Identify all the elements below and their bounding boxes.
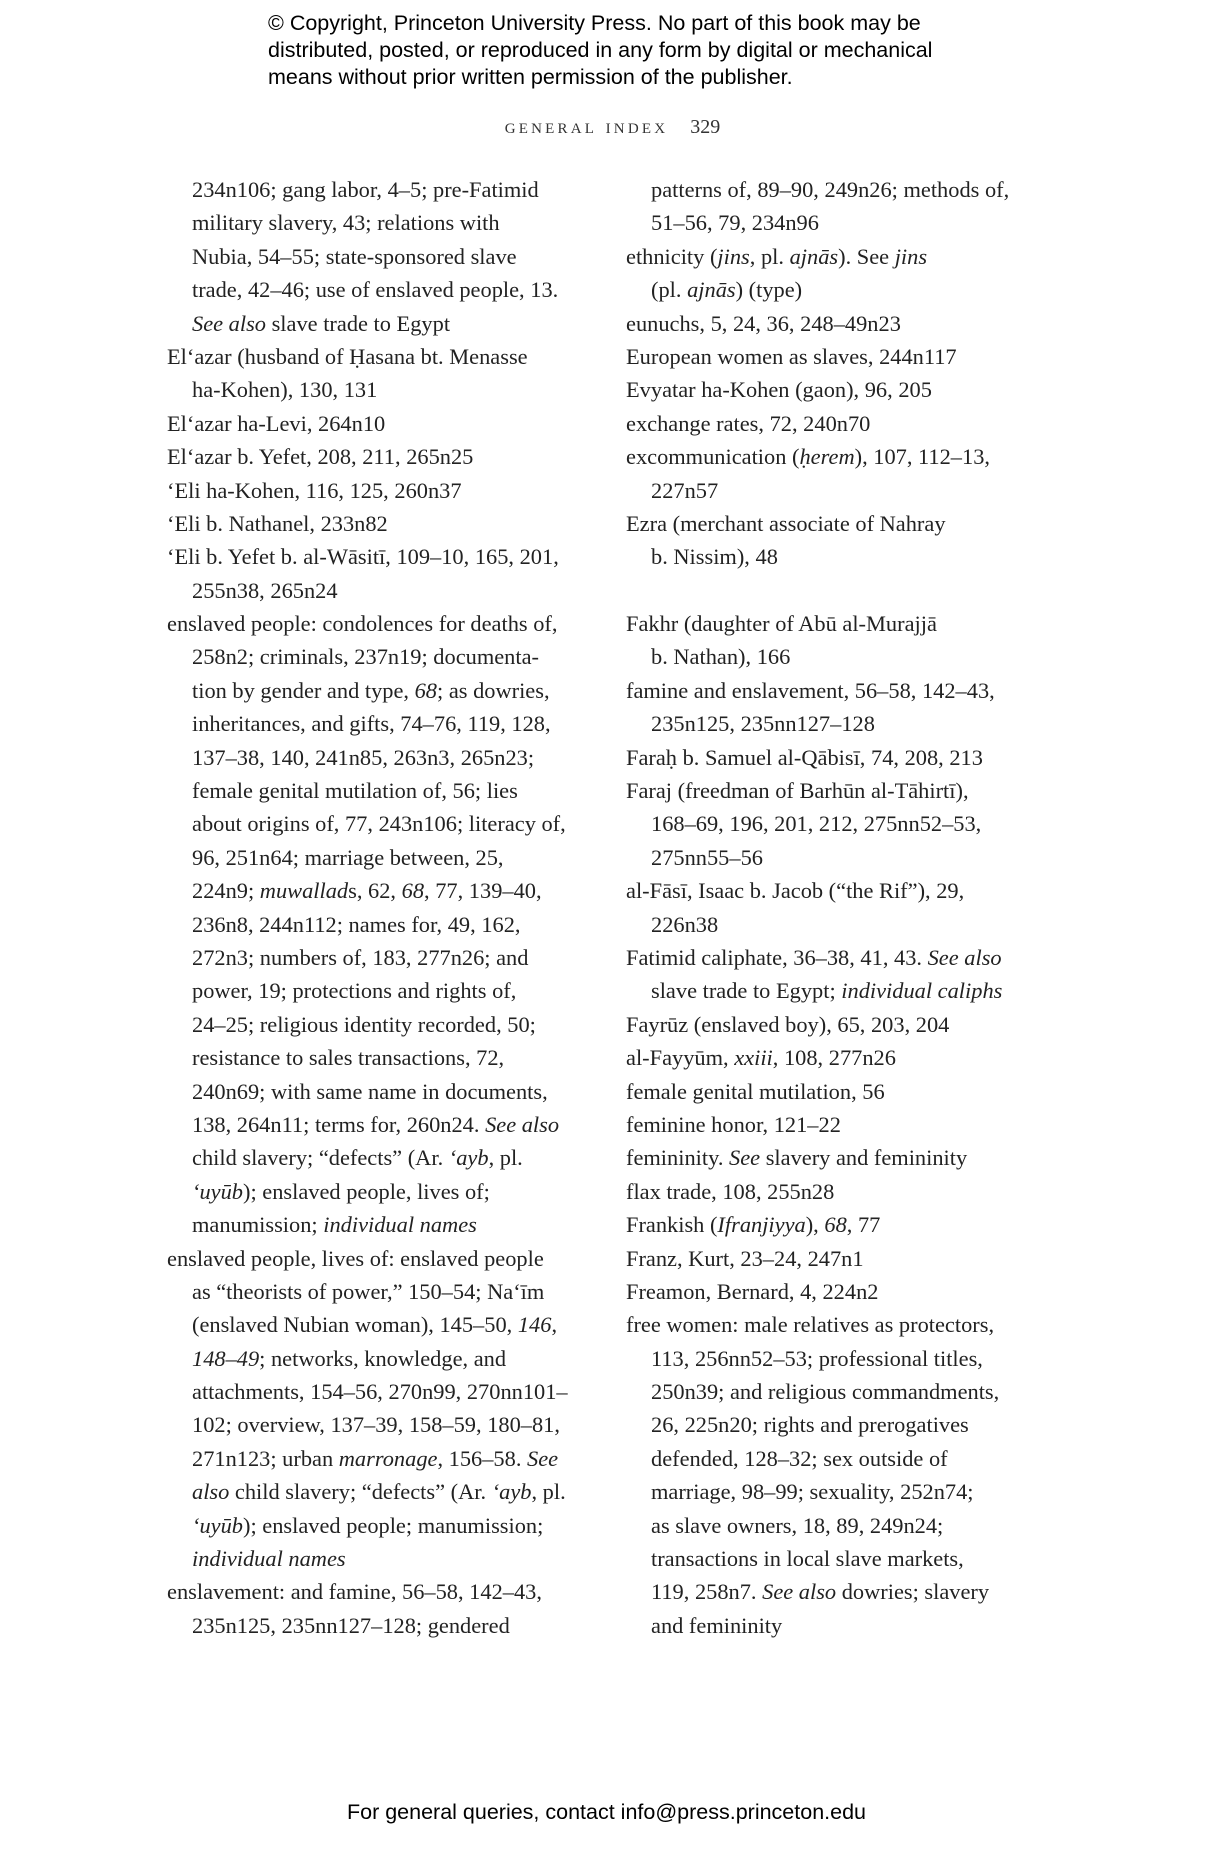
entry-text: manumission; xyxy=(192,1212,324,1238)
entry-text: child slavery; “defects” (Ar. xyxy=(192,1145,449,1171)
entry-text: Evyatar ha-Kohen (gaon), 96, 205 xyxy=(626,377,932,403)
index-entry-continuation xyxy=(626,707,1009,740)
entry-text: , pl. xyxy=(749,243,790,269)
index-entry-continuation xyxy=(167,774,568,807)
entry-text: as slave owners, 18, 89, 249n24; xyxy=(651,1512,944,1538)
entry-text: enslaved people: condolences for deaths of, xyxy=(167,611,558,637)
entry-text: enslavement: and famine, 56–58, 142–43, xyxy=(167,1579,542,1605)
italic-text: ‘ayb xyxy=(448,1145,489,1171)
index-entry xyxy=(167,540,568,573)
index-entry xyxy=(167,474,568,507)
index-entry-continuation xyxy=(167,373,568,406)
italic-text: xxiii xyxy=(734,1045,773,1071)
index-entry xyxy=(626,373,1009,406)
index-entry-continuation xyxy=(626,1342,1009,1375)
index-entry-continuation xyxy=(167,741,568,774)
italic-text: See also xyxy=(192,310,266,336)
index-entry-continuation xyxy=(167,1108,568,1141)
entry-text: 113, 256nn52–53; professional titles, xyxy=(651,1345,983,1371)
entry-text: 24–25; religious identity recorded, 50; xyxy=(192,1011,536,1037)
entry-text: 226n38 xyxy=(651,911,719,937)
entry-text: slavery and femininity xyxy=(760,1145,968,1171)
index-entry-continuation xyxy=(167,273,568,306)
entry-text: inheritances, and gifts, 74–76, 119, 128, xyxy=(192,711,551,737)
index-entry xyxy=(626,1308,1009,1341)
index-entry xyxy=(626,1242,1009,1275)
italic-text: See xyxy=(729,1145,761,1171)
entry-text: feminine honor, 121–22 xyxy=(626,1111,841,1137)
entry-text: exchange rates, 72, 240n70 xyxy=(626,410,871,436)
copyright-line: © Copyright, Princeton University Press. No part of this book may be xyxy=(268,11,921,35)
entry-text: Franz, Kurt, 23–24, 247n1 xyxy=(626,1245,864,1271)
index-entry xyxy=(626,1175,1009,1208)
index-entry xyxy=(626,240,1009,273)
entry-text: power, 19; protections and rights of, xyxy=(192,978,517,1004)
index-entry xyxy=(626,1008,1009,1041)
entry-text: female genital mutilation of, 56; lies xyxy=(192,778,518,804)
index-entry-continuation xyxy=(167,1442,568,1475)
index-entry xyxy=(626,1108,1009,1141)
index-entry xyxy=(167,1242,568,1275)
index-entry-continuation xyxy=(167,1041,568,1074)
entry-text: b. Nissim), 48 xyxy=(651,544,778,570)
entry-text: 258n2; criminals, 237n19; documenta- xyxy=(192,644,539,670)
entry-text: 240n69; with same name in documents, xyxy=(192,1078,548,1104)
entry-text: , xyxy=(551,1312,558,1338)
index-entry-continuation xyxy=(167,1408,568,1441)
entry-text: ‘Eli b. Yefet b. al-Wāsitī, 109–10, 165, 201, xyxy=(167,544,559,570)
index-entry-continuation xyxy=(167,908,568,941)
index-entry-continuation xyxy=(626,1475,1009,1508)
index-entry-continuation xyxy=(167,1342,568,1375)
index-entry-continuation xyxy=(167,707,568,740)
index-entry-continuation xyxy=(626,1575,1009,1608)
index-entry-continuation xyxy=(167,974,568,1007)
italic-text: 68 xyxy=(824,1212,847,1238)
index-entry xyxy=(167,607,568,640)
index-entry xyxy=(626,440,1009,473)
footer-contact: For general queries, contact info@press.princeton.edu xyxy=(347,1800,867,1824)
entry-text: 51–56, 79, 234n96 xyxy=(651,210,819,236)
index-entry xyxy=(167,340,568,373)
entry-text: 234n106; gang labor, 4–5; pre-Fatimid xyxy=(192,177,539,202)
entry-text: 271n123; urban xyxy=(192,1445,339,1471)
entry-text: 96, 251n64; marriage between, 25, xyxy=(192,844,504,870)
entry-text: free women: male relatives as protectors, xyxy=(626,1312,995,1338)
index-entry-continuation xyxy=(167,841,568,874)
index-entry-continuation xyxy=(167,1509,568,1542)
entry-text: ; as dowries, xyxy=(437,677,550,703)
italic-text: ‘ayb xyxy=(491,1479,532,1505)
italic-text: ḥerem xyxy=(799,444,855,470)
entry-text: ha-Kohen), 130, 131 xyxy=(192,377,378,403)
index-entry-continuation xyxy=(626,173,1009,206)
italic-text: jins xyxy=(894,243,928,269)
index-entry-continuation xyxy=(626,206,1009,239)
copyright-line: means without prior written permission of the publisher. xyxy=(268,65,793,89)
entry-text: 272n3; numbers of, 183, 277n26; and xyxy=(192,944,529,970)
italic-text: ‘uyūb xyxy=(192,1512,243,1538)
entry-text: trade, 42–46; use of enslaved people, 13. xyxy=(192,277,559,303)
entry-text: 138, 264n11; terms for, 260n24. xyxy=(192,1111,486,1137)
entry-text: marriage, 98–99; sexuality, 252n74; xyxy=(651,1479,974,1505)
italic-text: See also xyxy=(485,1111,560,1137)
entry-text: b. Nathan), 166 xyxy=(651,644,791,670)
entry-text: ‘Eli b. Nathanel, 233n82 xyxy=(167,510,388,536)
entry-text: European women as slaves, 244n117 xyxy=(626,343,957,369)
entry-text: (enslaved Nubian woman), 145–50, xyxy=(192,1312,518,1338)
entry-text: , 108, 277n26 xyxy=(772,1045,896,1071)
entry-text: 102; overview, 137–39, 158–59, 180–81, xyxy=(192,1412,560,1438)
entry-text: tion by gender and type, xyxy=(192,677,415,703)
entry-text: about origins of, 77, 243n106; literacy of, xyxy=(192,811,566,837)
entry-text: El‘azar (husband of Ḥasana bt. Menasse xyxy=(167,343,528,369)
index-entry-continuation xyxy=(167,1141,568,1174)
entry-text: 26, 225n20; rights and prerogatives xyxy=(651,1412,969,1438)
index-entry xyxy=(626,774,1009,807)
italic-text: muwallad xyxy=(259,878,349,904)
italic-text: marronage xyxy=(338,1445,438,1471)
italic-text: 68 xyxy=(414,677,437,703)
entry-text: 168–69, 196, 201, 212, 275nn52–53, xyxy=(651,811,982,837)
italic-text: individual caliphs xyxy=(841,978,1003,1004)
index-entry-continuation xyxy=(167,807,568,840)
entry-text: ); enslaved people; manumission; xyxy=(242,1512,544,1538)
index-entry-continuation xyxy=(626,908,1009,941)
index-entry-continuation xyxy=(626,1442,1009,1475)
entry-text: and femininity xyxy=(651,1612,783,1638)
index-entry xyxy=(626,874,1009,907)
entry-text: ethnicity ( xyxy=(626,243,718,269)
italic-text: individual names xyxy=(192,1546,346,1572)
entry-text: as “theorists of power,” 150–54; Na‘īm xyxy=(192,1278,545,1304)
entry-text: Fatimid caliphate, 36–38, 41, 43. xyxy=(626,944,928,970)
index-entry-continuation xyxy=(626,1542,1009,1575)
index-entry-continuation xyxy=(167,1275,568,1308)
copyright-line: distributed, posted, or reproduced in any form by digital or mechanical xyxy=(268,38,933,62)
entry-text: slave trade to Egypt; xyxy=(651,978,842,1004)
running-head xyxy=(0,114,1225,139)
entry-text: al-Fayyūm, xyxy=(626,1045,735,1071)
index-entry-continuation xyxy=(626,273,1009,306)
index-entry-continuation xyxy=(626,474,1009,507)
index-entry xyxy=(167,440,568,473)
entry-text: military slavery, 43; relations with xyxy=(192,210,500,236)
index-entry-continuation xyxy=(626,974,1009,1007)
italic-text: ajnās xyxy=(789,243,839,269)
entry-text: famine and enslavement, 56–58, 142–43, xyxy=(626,677,995,703)
index-entry-continuation xyxy=(167,1075,568,1108)
entry-text: dowries; slavery xyxy=(836,1579,990,1605)
italic-text: 68 xyxy=(401,878,425,904)
entry-text: Frankish ( xyxy=(626,1212,718,1238)
italic-text: See also xyxy=(927,944,1002,970)
index-entry xyxy=(626,1075,1009,1108)
entry-text: , 77 xyxy=(846,1212,881,1238)
entry-text: 224n9; xyxy=(192,878,260,904)
index-entry xyxy=(626,1041,1009,1074)
entry-text: Freamon, Bernard, 4, 224n2 xyxy=(626,1278,879,1304)
index-entry-continuation xyxy=(167,1208,568,1241)
index-entry xyxy=(167,507,568,540)
index-entry-continuation xyxy=(167,1308,568,1341)
entry-text: El‘azar b. Yefet, 208, 211, 265n25 xyxy=(167,444,474,470)
entry-text: 236n8, 244n112; names for, 49, 162, xyxy=(192,911,521,937)
entry-text: 137–38, 140, 241n85, 263n3, 265n23; xyxy=(192,744,535,770)
entry-text: 275nn55–56 xyxy=(651,844,763,870)
italic-text: See also xyxy=(762,1579,837,1605)
entry-text: resistance to sales transactions, 72, xyxy=(192,1045,505,1071)
index-entry-continuation xyxy=(626,1609,1009,1642)
index-entry-continuation xyxy=(167,640,568,673)
entry-text: al-Fāsī, Isaac b. Jacob (“the Rif”), 29, xyxy=(626,878,965,904)
entry-text: 255n38, 265n24 xyxy=(192,577,338,603)
entry-text: 227n57 xyxy=(651,477,719,503)
index-entry xyxy=(626,407,1009,440)
entry-text: Fakhr (daughter of Abū al-Murajjā xyxy=(626,611,937,637)
index-entry-continuation xyxy=(626,841,1009,874)
italic-text: 146 xyxy=(517,1312,552,1338)
entry-text: patterns of, 89–90, 249n26; methods of, xyxy=(651,177,1010,202)
italic-text: individual names xyxy=(323,1212,477,1238)
index-entry-continuation xyxy=(167,307,568,340)
entry-text: excommunication ( xyxy=(626,444,800,470)
entry-text: Fayrūz (enslaved boy), 65, 203, 204 xyxy=(626,1011,950,1037)
index-entry-continuation xyxy=(167,1008,568,1041)
index-entry-continuation xyxy=(167,1175,568,1208)
copyright-notice xyxy=(268,10,932,91)
entry-text: 250n39; and religious commandments, xyxy=(651,1379,1000,1405)
index-entry xyxy=(167,1575,568,1608)
entry-text: flax trade, 108, 255n28 xyxy=(626,1178,835,1204)
page-number: 329 xyxy=(690,116,721,138)
entry-text: , pl. xyxy=(488,1145,523,1171)
entry-text: (pl. xyxy=(651,277,688,303)
index-entry xyxy=(626,1275,1009,1308)
index-entry xyxy=(626,1141,1009,1174)
italic-text: jins xyxy=(717,243,750,269)
entry-text: 119, 258n7. xyxy=(651,1579,763,1605)
index-entry-continuation xyxy=(167,206,568,239)
entry-text: ‘Eli ha-Kohen, 116, 125, 260n37 xyxy=(167,477,462,503)
index-entry xyxy=(626,340,1009,373)
italic-text: 148–49 xyxy=(192,1345,260,1371)
italic-text: ‘uyūb xyxy=(192,1178,243,1204)
entry-text: femininity. xyxy=(626,1145,730,1171)
entry-text: ), xyxy=(805,1212,825,1238)
entry-text: child slavery; “defects” (Ar. xyxy=(229,1479,492,1505)
index-column-left xyxy=(167,173,568,1642)
index-entry-continuation xyxy=(167,1542,568,1575)
index-entry-continuation xyxy=(167,574,568,607)
entry-text: 235n125, 235nn127–128 xyxy=(651,711,875,737)
index-entry xyxy=(626,307,1009,340)
index-entry-continuation xyxy=(626,807,1009,840)
entry-text: , 156–58. xyxy=(437,1445,528,1471)
index-entry-continuation xyxy=(626,1375,1009,1408)
index-column-right xyxy=(626,173,1009,1642)
entry-text: defended, 128–32; sex outside of xyxy=(651,1445,948,1471)
entry-text: slave trade to Egypt xyxy=(266,310,451,336)
running-head-title: general index xyxy=(504,114,669,138)
index-entry-continuation xyxy=(167,674,568,707)
italic-text: ajnās xyxy=(687,277,736,303)
entry-text: transactions in local slave markets, xyxy=(651,1546,964,1572)
index-entry-continuation xyxy=(167,1609,568,1642)
index-entry-continuation xyxy=(167,941,568,974)
index-entry xyxy=(626,507,1009,540)
entry-text: Ezra (merchant associate of Nahray xyxy=(626,510,946,536)
entry-text: Faraḥ b. Samuel al-Qābisī, 74, 208, 213 xyxy=(626,744,983,770)
entry-text: ). See xyxy=(838,243,895,269)
index-entry-continuation xyxy=(167,173,568,206)
entry-text: Faraj (freedman of Barhūn al-Tāhirtī), xyxy=(626,778,969,804)
index-entry-continuation xyxy=(626,1408,1009,1441)
entry-text: s, 62, xyxy=(348,878,402,904)
index-entry xyxy=(626,941,1009,974)
italic-text: See xyxy=(527,1445,559,1471)
index-entry-continuation xyxy=(167,240,568,273)
index-entry xyxy=(626,574,1009,607)
index-entry-continuation xyxy=(167,1375,568,1408)
entry-text: El‘azar ha-Levi, 264n10 xyxy=(167,410,386,436)
entry-text: attachments, 154–56, 270n99, 270nn101– xyxy=(192,1379,568,1405)
italic-text: Ifranjiyya xyxy=(717,1212,806,1238)
index-entry-continuation xyxy=(626,640,1009,673)
index-entry xyxy=(626,607,1009,640)
entry-text: ); enslaved people, lives of; xyxy=(242,1178,490,1204)
index-entry-continuation xyxy=(626,1509,1009,1542)
entry-text: female genital mutilation, 56 xyxy=(626,1078,885,1104)
entry-text: Nubia, 54–55; state-sponsored slave xyxy=(192,243,517,269)
italic-text: also xyxy=(192,1479,230,1505)
index-entry-continuation xyxy=(167,874,568,907)
entry-text: 235n125, 235nn127–128; gendered xyxy=(192,1612,510,1638)
index-entry xyxy=(626,741,1009,774)
entry-text: enslaved people, lives of: enslaved people xyxy=(167,1245,544,1271)
index-entry-continuation xyxy=(626,540,1009,573)
index-entry xyxy=(626,1208,1009,1241)
index-entry xyxy=(167,407,568,440)
entry-text: eunuchs, 5, 24, 36, 248–49n23 xyxy=(626,310,901,336)
entry-text: ), 107, 112–13, xyxy=(854,444,990,470)
index-entry-continuation xyxy=(167,1475,568,1508)
entry-text: ) (type) xyxy=(735,277,803,303)
entry-text: , 77, 139–40, xyxy=(424,878,542,904)
entry-text: , pl. xyxy=(531,1479,566,1505)
entry-text: ; networks, knowledge, and xyxy=(259,1345,507,1371)
index-entry xyxy=(626,674,1009,707)
